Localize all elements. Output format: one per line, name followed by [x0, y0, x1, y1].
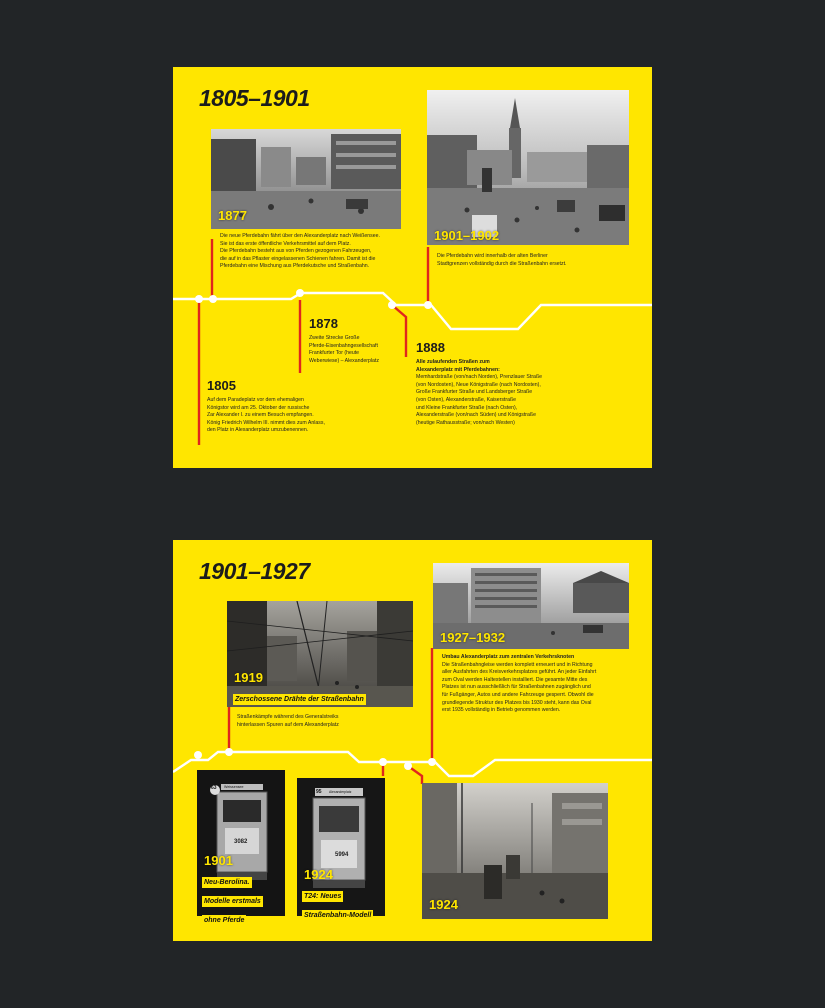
text-1901-1902: Die Pferdebahn wird innerhalb der alten Berliner Stadtgrenzen vollständig durch die Straßenbahn ersetzt.	[437, 253, 567, 267]
tram-fleet-number: 3082	[234, 839, 248, 845]
year-1901-1902: 1901–1902	[434, 228, 500, 243]
year-1924-street: 1924	[429, 897, 458, 912]
year-1805: 1805	[207, 378, 236, 393]
text-1877: Die neue Pferdebahn fährt über den Alexanderplatz nach Weißensee. Sie ist das erste öffentliche Verkehrsmittel auf dem Platz. Die Pferdebahn besteht aus von Pferden gezogenen Fahrzeugen, die auf in das Pflaster eingelassenen Schienen fahren. Damit ist die Pferdebahn eine Mischung aus Pferdekutsche und Straßenbahn.	[220, 233, 380, 270]
year-1901: 1901	[204, 853, 233, 868]
photo-1901-1902	[427, 90, 629, 245]
text-1878: Zweite Strecke Große Pferde-Eisenbahngesellschaft Frankfurter Tor (heute Weberwiese) – Alexanderplatz	[309, 335, 379, 364]
year-1924-tram: 1924	[304, 867, 333, 882]
year-1877: 1877	[218, 208, 247, 223]
tram-route-number: 95	[316, 789, 322, 795]
year-1878: 1878	[309, 316, 338, 331]
tram-route-number: 63	[211, 785, 217, 791]
text-1927-1932: Umbau Alexanderplatz zum zentralen Verkehrsknoten Die Straßenbahngleise werden komplett erneuert und in Richtung aller Ausfahrten des Kreisverkehrsplatzes geführt. An jeder Einfahrt zum Oval werden Haltestellen installiert. Die gesamte Mitte des Platzes ist nun ausschließlich für Straßenbahnen zugänglich und für Fußgänger, Autos und andere Fahrzeuge gesperrt. Obwohl die grundlegende Struktur des Platzes bis 1930 steht, kann das Oval erst 1935 vollständig in Betrieb genommen werden.	[442, 654, 597, 714]
text-1805: Auf dem Paradeplatz vor dem ehemaligen Königstor wird am 25. Oktober der russische Zar Alexander I. zu einem Besuch empfangen. König Friedrich Wilhelm III. nimmt dies zum Anlass, den Platz in Alexanderplatz umzubenennen.	[207, 397, 325, 434]
tags-1901: Neu-Berolina. Modelle erstmals ohne Pferde	[204, 879, 261, 924]
year-1927-1932: 1927–1932	[440, 630, 506, 645]
tram-destination-sign: Weissensee	[224, 785, 244, 789]
year-1888: 1888	[416, 340, 445, 355]
timeline-panel-1901-1927	[173, 540, 652, 941]
text-1919: Straßenkämpfe während des Generalstreiks hinterlassen Spuren auf dem Alexanderplatz	[237, 714, 339, 728]
historic-church-square-photo	[427, 90, 629, 245]
tram-fleet-number: 5994	[335, 852, 349, 858]
text-1888: Alle zulaufenden Straßen zum Alexanderplatz mit Pferdebahnen: Memhardstraße (von/nach Norden), Prenzlauer Straße (von Nordosten), Neue Königstraße (nach Nordosten), Große Frankfurter Straße und Landsberger Straße (von Osten), Alexanderstraße, Kaiserstraße und Kleine Frankfurter Straße (nach Osten), Alexanderstraße (von/nach Süden) und Königstraße (heutige Rathausstraße; von/nach Westen)	[416, 359, 542, 426]
era-title: 1901–1927	[199, 558, 310, 584]
year-1919: 1919	[234, 670, 263, 685]
tags-1924: T24: Neues Straßenbahn-Modell	[304, 893, 372, 919]
tram-destination-sign: Alexanderplatz	[329, 790, 352, 794]
era-title: 1805–1901	[199, 85, 310, 111]
tag-1919: Zerschossene Drähte der Straßenbahn	[235, 696, 364, 703]
timeline-panel-1805-1901	[173, 67, 652, 468]
